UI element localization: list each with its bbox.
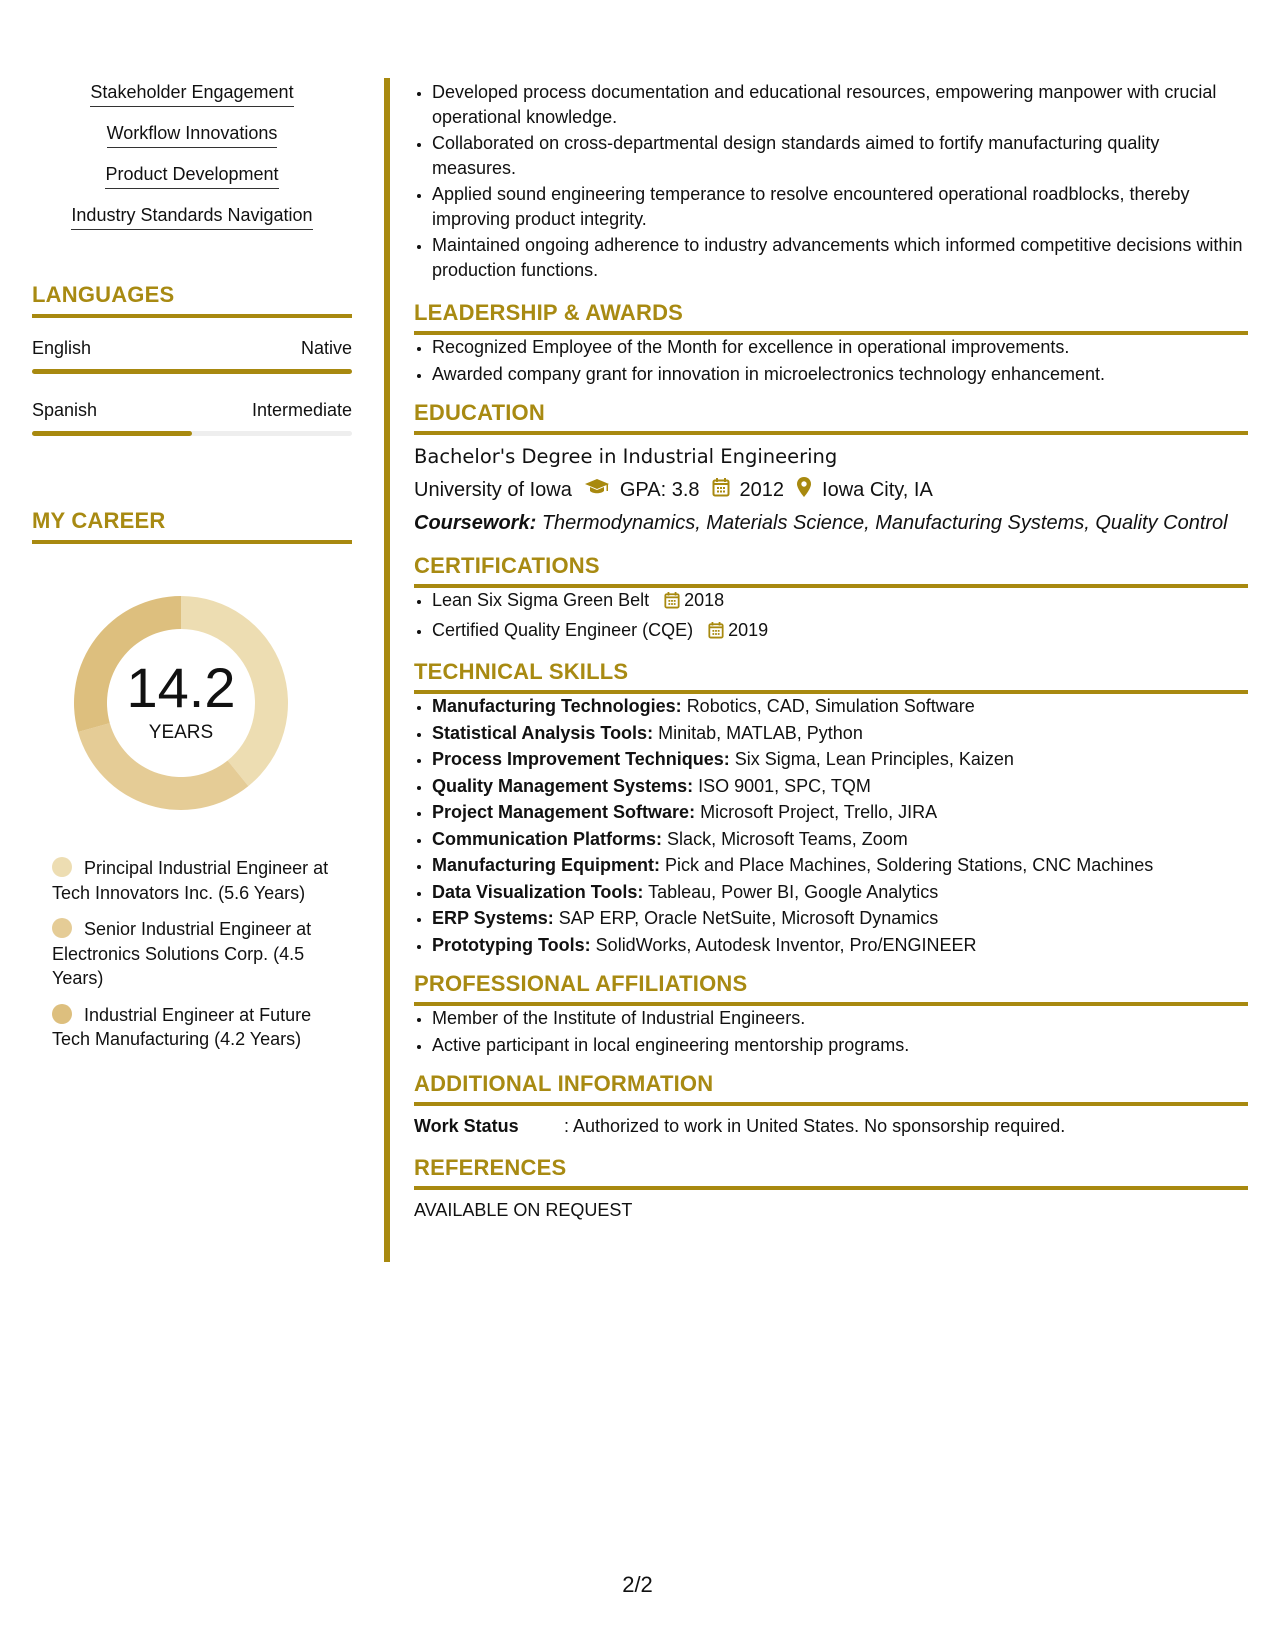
skill-item: • Manufacturing Equipment: Pick and Place Machines, Soldering Stations, CNC Machines — [432, 853, 1248, 878]
experience-bullet: • Applied sound engineering temperance to resolve encountered operational roadblocks, thereby improving product integrity. — [432, 182, 1248, 231]
work-status-value: : Authorized to work in United States. No sponsorship required. — [564, 1116, 1066, 1136]
skills-section — [414, 659, 1248, 957]
strength-item: Industry Standards Navigation — [32, 203, 352, 230]
skill-item: • Manufacturing Technologies: Robotics, CAD, Simulation Software — [432, 694, 1248, 719]
affiliation-item: • Active participant in local engineering mentorship programs. — [432, 1033, 1248, 1058]
skills-list — [414, 694, 1248, 957]
calendar-icon — [664, 591, 680, 616]
experience-bullet: • Collaborated on cross-departmental design standards aimed to fortify manufacturing quality measures. — [432, 131, 1248, 180]
leadership-item: • Recognized Employee of the Month for excellence in operational improvements. — [432, 335, 1248, 360]
language-name: English — [32, 338, 92, 358]
career-item: Principal Industrial Engineer at Tech Innovators Inc. (5.6 Years) — [52, 858, 329, 903]
page-number: 2/2 — [622, 1572, 653, 1597]
work-status-row — [414, 1116, 1248, 1137]
career-heading: MY CAREER — [32, 508, 352, 544]
education-section — [414, 400, 1248, 535]
language-bar-fill — [32, 431, 192, 436]
left-column — [32, 80, 352, 1064]
skill-item: • Project Management Software: Microsoft Project, Trello, JIRA — [432, 800, 1248, 825]
strength-item: Workflow Innovations — [32, 121, 352, 148]
affiliations-section — [414, 971, 1248, 1057]
language-bar — [32, 431, 352, 436]
graduation-cap-icon — [584, 478, 610, 502]
calendar-icon — [708, 621, 724, 646]
leadership-item: • Awarded company grant for innovation in microelectronics technology enhancement. — [432, 362, 1248, 387]
additional-info-section — [414, 1071, 1248, 1137]
skill-item: • Statistical Analysis Tools: Minitab, MATLAB, Python — [432, 721, 1248, 746]
certifications-section — [414, 553, 1248, 645]
school-name: University of Iowa — [414, 478, 572, 501]
experience-bullet: • Maintained ongoing adherence to industry advancements which informed competitive decisions within production functions. — [432, 233, 1248, 282]
languages-heading: LANGUAGES — [32, 282, 352, 318]
career-dot-icon — [52, 1004, 72, 1024]
references-heading: REFERENCES — [414, 1155, 1248, 1190]
skill-item: • Prototyping Tools: SolidWorks, Autodesk Inventor, Pro/ENGINEER — [432, 933, 1248, 958]
language-level: Intermediate — [251, 400, 352, 420]
certifications-heading: CERTIFICATIONS — [414, 553, 1248, 588]
language-name: Spanish — [32, 400, 98, 420]
education-details — [414, 476, 1248, 504]
gpa: GPA: 3.8 — [619, 478, 700, 501]
certification-year: 2018 — [684, 590, 725, 610]
affiliation-item: • Member of the Institute of Industrial Engineers. — [432, 1006, 1248, 1031]
experience-bullets — [414, 80, 1248, 282]
career-item: Senior Industrial Engineer at Electronics Solutions Corp. (4.5 Years) — [52, 919, 312, 988]
leadership-heading: LEADERSHIP & AWARDS — [414, 300, 1248, 335]
language-level: Native — [300, 338, 352, 358]
career-total-years: 14.2 — [126, 656, 236, 719]
language-english — [32, 338, 352, 374]
references-section — [414, 1155, 1248, 1221]
skill-item: • ERP Systems: SAP ERP, Oracle NetSuite, Microsoft Dynamics — [432, 906, 1248, 931]
career-list — [52, 856, 332, 1052]
skill-item: • Communication Platforms: Slack, Microsoft Teams, Zoom — [432, 827, 1248, 852]
coursework-label: Coursework: — [414, 512, 537, 534]
affiliations-heading: PROFESSIONAL AFFILIATIONS — [414, 971, 1248, 1006]
skill-item: • Process Improvement Techniques: Six Sigma, Lean Principles, Kaizen — [432, 747, 1248, 772]
education-heading: EDUCATION — [414, 400, 1248, 435]
career-total-unit: YEARS — [148, 722, 214, 743]
leadership-section — [414, 300, 1248, 386]
column-divider — [384, 78, 390, 1262]
references-text: AVAILABLE ON REQUEST — [414, 1200, 633, 1220]
language-spanish — [32, 400, 352, 436]
school-location: Iowa City, IA — [822, 478, 933, 501]
language-bar-fill — [32, 369, 352, 374]
degree-title: Bachelor's Degree in Industrial Engineering — [414, 445, 838, 468]
career-dot-icon — [52, 918, 72, 938]
skill-item: • Quality Management Systems: ISO 9001, SPC, TQM — [432, 774, 1248, 799]
skill-item: • Data Visualization Tools: Tableau, Power BI, Google Analytics — [432, 880, 1248, 905]
additional-info-heading: ADDITIONAL INFORMATION — [414, 1071, 1248, 1106]
right-column — [414, 80, 1248, 1221]
location-pin-icon — [796, 476, 812, 504]
certification-year: 2019 — [728, 619, 769, 640]
skills-heading: TECHNICAL SKILLS — [414, 659, 1248, 694]
strength-item: Stakeholder Engagement — [32, 80, 352, 107]
strengths-list — [32, 80, 352, 230]
graduation-year: 2012 — [739, 478, 785, 501]
career-item: Industrial Engineer at Future Tech Manufacturing (4.2 Years) — [52, 1004, 312, 1049]
language-bar — [32, 369, 352, 374]
strength-item: Product Development — [32, 162, 352, 189]
career-donut — [66, 588, 296, 818]
certification-item: • Certified Quality Engineer (CQE) 2019 — [432, 618, 1248, 646]
work-status-label: Work Status — [414, 1116, 519, 1136]
experience-bullet: • Developed process documentation and educational resources, empowering manpower with crucial operational knowledge. — [432, 80, 1248, 129]
coursework-list: Thermodynamics, Materials Science, Manufacturing Systems, Quality Control — [541, 512, 1228, 534]
calendar-icon — [712, 477, 730, 503]
coursework — [414, 512, 1248, 535]
certification-item: • Lean Six Sigma Green Belt 2018 — [432, 588, 1248, 616]
career-dot-icon — [52, 857, 72, 877]
